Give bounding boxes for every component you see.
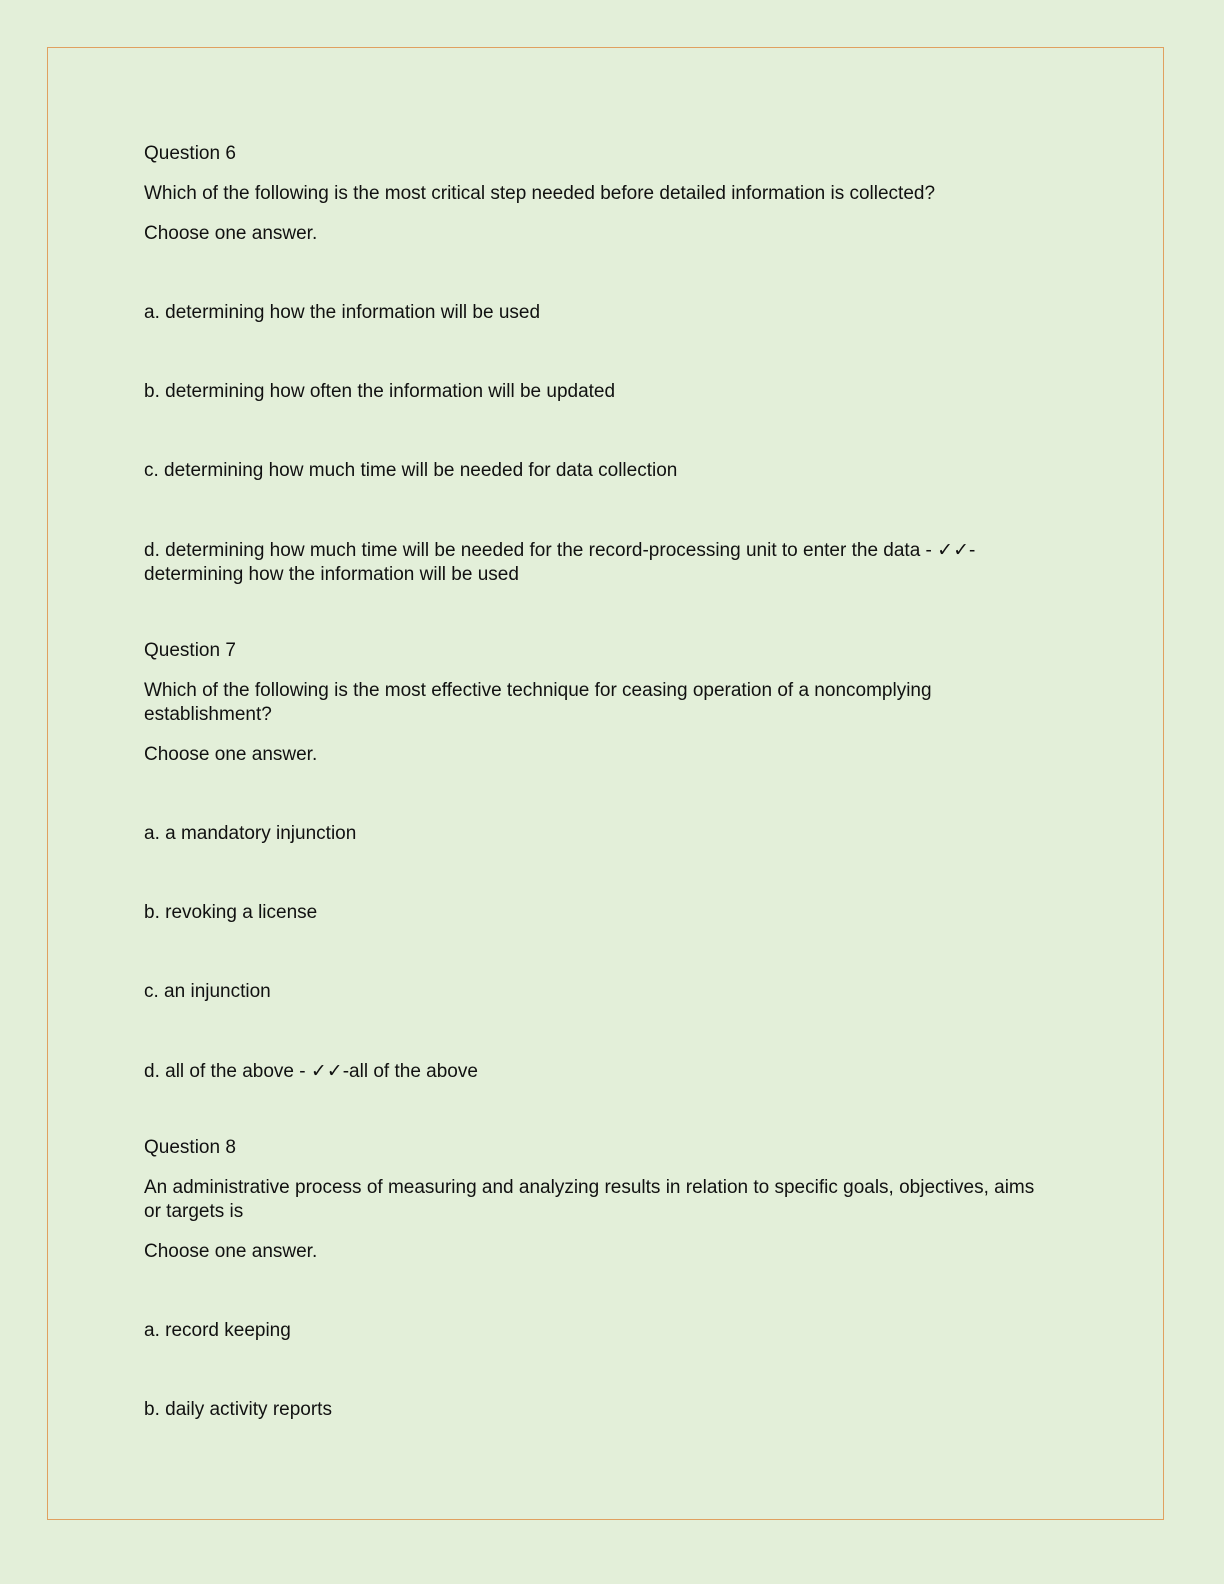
question-title: Question 6 xyxy=(144,143,236,164)
question-text: Which of the following is the most effective technique for ceasing operation of a noncomplying establishment? xyxy=(144,680,932,725)
option-a xyxy=(144,1319,1044,1343)
option-text: a. a mandatory injunction xyxy=(144,823,357,844)
question-instruction: Choose one answer. xyxy=(144,744,318,765)
option-b xyxy=(144,901,1044,925)
question-text: An administrative process of measuring and analyzing results in relation to specific goals, objectives, aims or targets is xyxy=(144,1177,1035,1222)
question-title: Question 7 xyxy=(144,640,236,661)
option-text: c. determining how much time will be needed for data collection xyxy=(144,460,678,481)
answer-text: -all of the above xyxy=(342,1061,478,1082)
question-instruction: Choose one answer. xyxy=(144,223,318,244)
option-b xyxy=(144,380,1044,404)
question-instruction: Choose one answer. xyxy=(144,1241,318,1262)
document-content xyxy=(144,142,1044,1474)
option-c xyxy=(144,459,1044,483)
option-text: c. an injunction xyxy=(144,981,271,1002)
option-text: d. all of the above - xyxy=(144,1061,311,1082)
option-b xyxy=(144,1398,1044,1422)
question-8 xyxy=(144,1136,1044,1422)
option-text: b. daily activity reports xyxy=(144,1399,332,1420)
checkmark-icon: ✓✓ xyxy=(937,539,969,561)
answer-text: - determining how the information will be used xyxy=(144,540,976,585)
option-text: a. record keeping xyxy=(144,1320,291,1341)
question-7 xyxy=(144,639,1044,1084)
question-6 xyxy=(144,142,1044,587)
option-text: a. determining how the information will be used xyxy=(144,302,541,323)
option-text: b. determining how often the information will be updated xyxy=(144,381,616,402)
option-d xyxy=(144,1059,1044,1084)
option-c xyxy=(144,980,1044,1004)
question-text: Which of the following is the most critical step needed before detailed information is collected? xyxy=(144,183,936,204)
question-title: Question 8 xyxy=(144,1137,236,1158)
option-text: d. determining how much time will be needed for the record-processing unit to enter the data - xyxy=(144,540,938,561)
option-a xyxy=(144,822,1044,846)
option-d xyxy=(144,538,1044,587)
checkmark-icon: ✓✓ xyxy=(310,1060,343,1082)
option-text: b. revoking a license xyxy=(144,902,318,923)
option-a xyxy=(144,301,1044,325)
